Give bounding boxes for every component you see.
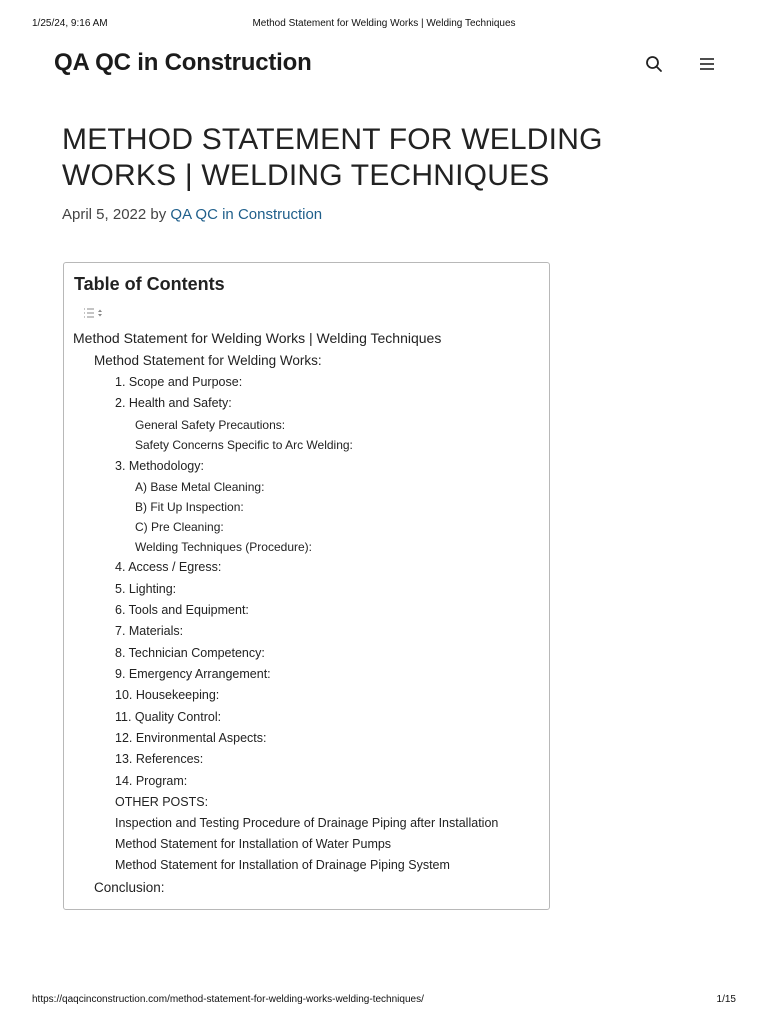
toc-title: Table of Contents xyxy=(74,274,225,294)
toc-item[interactable]: 12. Environmental Aspects: xyxy=(115,731,267,745)
toc-item[interactable]: C) Pre Cleaning: xyxy=(135,520,224,534)
toc-item[interactable]: 7. Materials: xyxy=(115,624,184,638)
list-toggle-icon[interactable] xyxy=(78,306,108,322)
post-meta xyxy=(62,206,322,223)
page-title: METHOD STATEMENT FOR WELDING WORKS | WELDING TECHNIQUES xyxy=(62,123,603,192)
post-date: April 5, 2022 xyxy=(62,206,147,223)
toc-item[interactable]: 8. Technician Competency: xyxy=(115,646,265,660)
print-page-title: Method Statement for Welding Works | Welding Techniques xyxy=(252,18,516,29)
toc-item[interactable]: Safety Concerns Specific to Arc Welding: xyxy=(135,438,353,452)
toc-item[interactable]: Method Statement for Welding Works: xyxy=(94,353,322,368)
hamburger-menu-icon[interactable] xyxy=(697,54,717,74)
toc-item[interactable]: B) Fit Up Inspection: xyxy=(135,500,244,514)
print-page-number: 1/15 xyxy=(716,994,736,1005)
toc-item[interactable]: 13. References: xyxy=(115,752,204,766)
toc-item[interactable]: 1. Scope and Purpose: xyxy=(115,375,243,389)
toc-item[interactable]: Method Statement for Installation of Water Pumps xyxy=(115,837,392,851)
toc-item[interactable]: Method Statement for Welding Works | Welding Techniques xyxy=(73,330,442,346)
toc-item[interactable]: Welding Techniques (Procedure): xyxy=(135,540,312,554)
toc-item[interactable]: Inspection and Testing Procedure of Drainage Piping after Installation xyxy=(115,816,499,830)
site-title[interactable]: QA QC in Construction xyxy=(54,49,312,76)
print-datetime: 1/25/24, 9:16 AM xyxy=(32,18,108,29)
toc-item[interactable]: Method Statement for Installation of Drainage Piping System xyxy=(115,858,450,872)
print-url: https://qaqcinconstruction.com/method-statement-for-welding-works-welding-techniques/ xyxy=(32,994,424,1005)
toc-item[interactable]: 14. Program: xyxy=(115,774,188,788)
toc-item[interactable]: 11. Quality Control: xyxy=(115,710,222,724)
toc-item[interactable]: 4. Access / Egress: xyxy=(115,560,222,574)
post-author-link[interactable]: QA QC in Construction xyxy=(170,206,323,223)
toc-item[interactable]: OTHER POSTS: xyxy=(115,795,209,809)
toc-item[interactable]: 9. Emergency Arrangement: xyxy=(115,667,271,681)
table-of-contents xyxy=(63,262,550,910)
toc-item[interactable]: 6. Tools and Equipment: xyxy=(115,603,249,617)
search-icon[interactable] xyxy=(644,54,664,74)
toc-item[interactable]: 10. Housekeeping: xyxy=(115,688,220,702)
toc-item[interactable]: 3. Methodology: xyxy=(115,459,204,473)
toc-item[interactable]: Conclusion: xyxy=(94,880,165,895)
toc-item[interactable]: 5. Lighting: xyxy=(115,582,177,596)
post-by: by xyxy=(150,206,167,223)
toc-item[interactable]: 2. Health and Safety: xyxy=(115,396,232,410)
toc-item[interactable]: A) Base Metal Cleaning: xyxy=(135,480,265,494)
toc-item[interactable]: General Safety Precautions: xyxy=(135,418,286,432)
